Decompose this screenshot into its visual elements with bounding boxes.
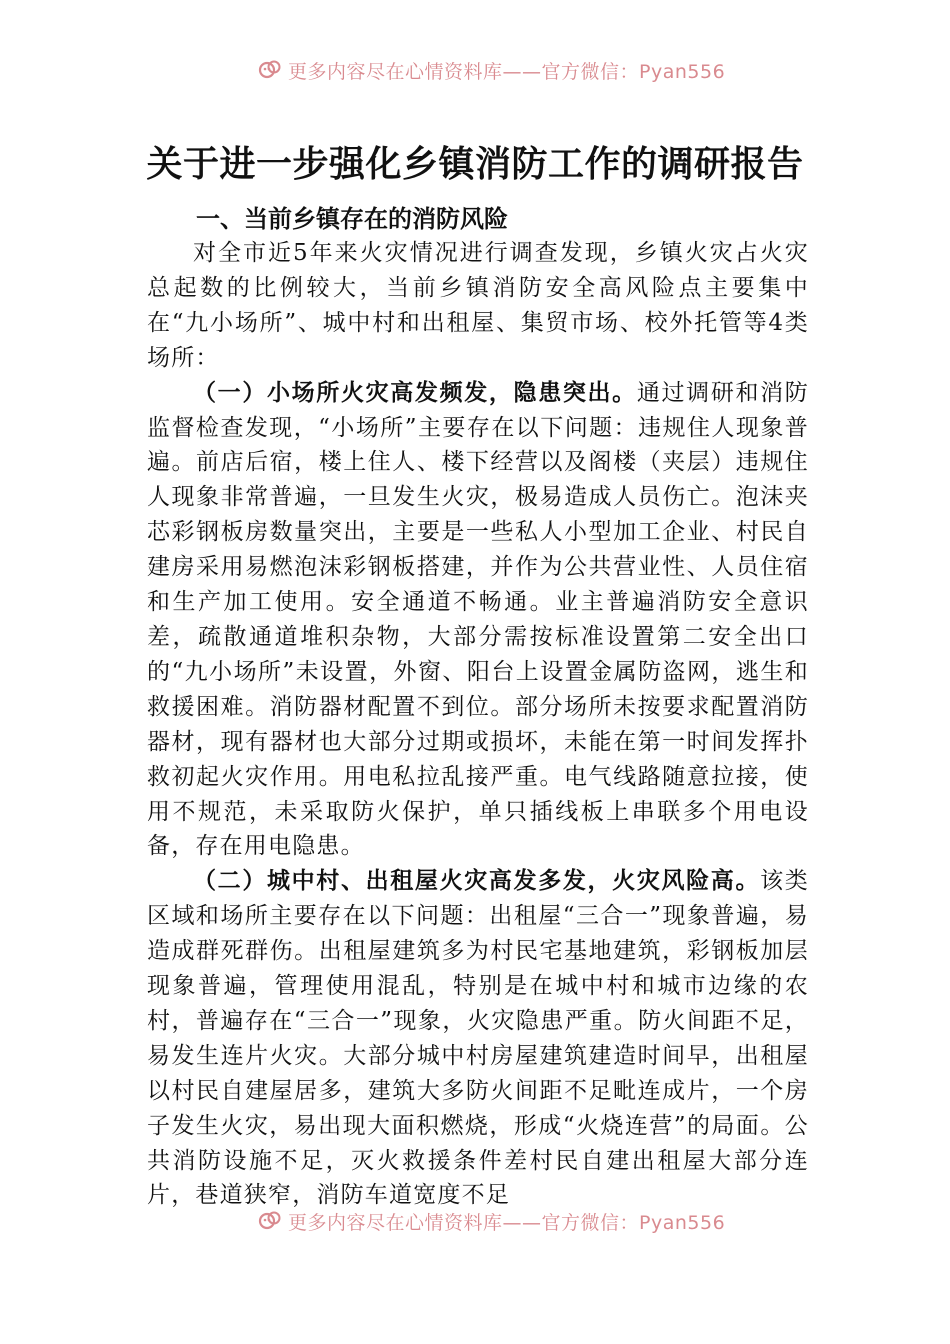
subsection-1-paragraph <box>147 376 809 865</box>
section-heading: 一、当前乡镇存在的消防风险 <box>196 205 508 233</box>
subsection-1-heading: （一）小场所火灾高发频发，隐患突出。 <box>193 378 637 406</box>
wechat-like-logo-icon <box>258 58 282 82</box>
document-body <box>147 236 809 1213</box>
subsection-2-paragraph <box>147 864 809 1213</box>
subsection-2-heading: （二）城中村、出租屋火灾高发多发，火灾风险高。 <box>193 867 761 895</box>
watermark-top <box>258 55 725 85</box>
subsection-2-text: 该类区域和场所主要存在以下问题：出租屋“三合一”现象普遍，易造成群死群伤。出租屋建筑多为村民宅基地建筑，彩钢板加层现象普遍，管理使用混乱，特别是在城中村和城市边缘的农村，普遍存在“三合一”现象，火灾隐患严重。防火间距不足，易发生连片火灾。大部分城中村房屋建筑建造时间早，出租屋以村民自建屋居多，建筑大多防火间距不足毗连成片，一个房子发生火灾，易出现大面积燃烧，形成“火烧连营”的局面。公共消防设施不足，灭火救援条件差村民自建出租屋大部分连片，巷道狭窄，消防车道宽度不足 <box>147 868 809 1209</box>
subsection-1-text: 通过调研和消防监督检查发现，“小场所”主要存在以下问题：违规住人现象普遍。前店后宿，楼上住人、楼下经营以及阁楼（夹层）违规住人现象非常普遍，一旦发生火灾，极易造成人员伤亡。泡沫夹芯彩钢板房数量突出，主要是一些私人小型加工企业、村民自建房采用易燃泡沫彩钢板搭建，并作为公共营业性、人员住宿和生产加工使用。安全通道不畅通。业主普遍消防安全意识差，疏散通道堆积杂物，大部分需按标准设置第二安全出口的“九小场所”未设置，外窗、阳台上设置金属防盗网，逃生和救援困难。消防器材配置不到位。部分场所未按要求配置消防器材，现有器材也大部分过期或损坏，未能在第一时间发挥扑救初起火灾作用。用电私拉乱接严重。电气线路随意拉接，使用不规范，未采取防火保护，单只插线板上串联多个用电设备，存在用电隐患。 <box>147 379 809 860</box>
watermark-text: 更多内容尽在心情资料库——官方微信：Pyan556 <box>288 60 726 83</box>
intro-paragraph: 对全市近5年来火灾情况进行调查发现，乡镇火灾占火灾总起数的比例较大，当前乡镇消防安全高风险点主要集中在“九小场所”、城中村和出租屋、集贸市场、校外托管等4类场所： <box>147 240 809 371</box>
watermark-bottom <box>258 1206 725 1236</box>
watermark-text: 更多内容尽在心情资料库——官方微信：Pyan556 <box>288 1211 726 1234</box>
page-title: 关于进一步强化乡镇消防工作的调研报告 <box>146 143 804 185</box>
wechat-like-logo-icon <box>258 1209 282 1233</box>
